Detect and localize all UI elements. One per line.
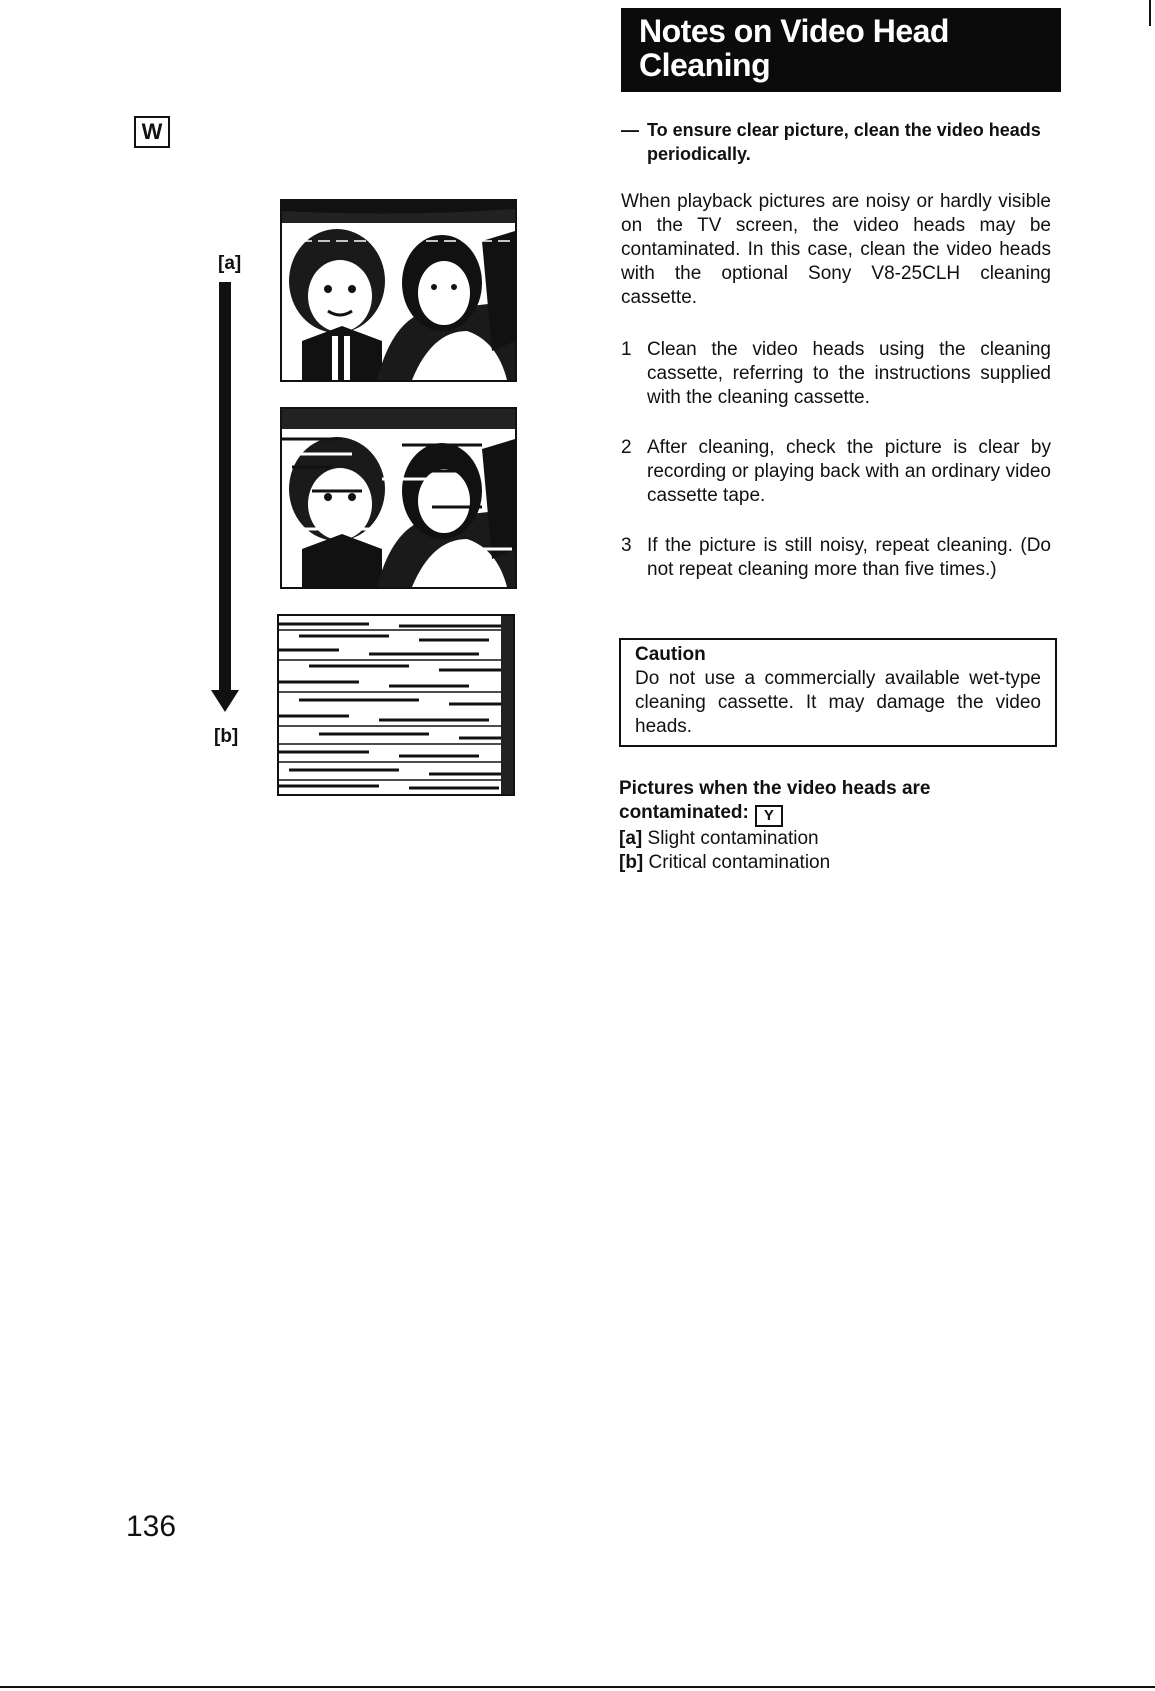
caption-key: [b] [619, 852, 644, 873]
caption-item-b [619, 851, 1059, 875]
step-text: If the picture is still noisy, repeat cleaning. (Do not repeat cleaning more than five times.) [647, 535, 1051, 580]
step-number: 3 [621, 535, 632, 556]
caption-text: Slight contamination [647, 828, 819, 849]
step-number: 1 [621, 339, 632, 360]
photo-moderate-contamination [280, 407, 517, 589]
caution-title: Caution [635, 644, 706, 665]
bottom-rule [0, 1686, 1155, 1688]
tagline-text: To ensure clear picture, clean the video heads periodically. [647, 120, 1041, 164]
page-title [621, 8, 1061, 92]
step-1 [621, 338, 1051, 410]
step-3 [621, 534, 1051, 582]
label-a: [a] [218, 253, 242, 274]
step-text: Clean the video heads using the cleaning cassette, referring to the instructions supplied with the cleaning cassette. [647, 339, 1051, 408]
edge-mark [1149, 0, 1151, 26]
step-number: 2 [621, 437, 632, 458]
figure-marker-w: W [134, 116, 170, 148]
figure-marker-y: Y [755, 805, 783, 827]
page-title-line-1: Notes on Video Head [639, 13, 949, 49]
label-b: [b] [214, 726, 239, 747]
photo-slight-contamination [280, 199, 517, 382]
tv-screen-slight-noise-image [282, 201, 515, 380]
caption-text: Critical contamination [648, 852, 831, 873]
caution-text: Do not use a commercially available wet-type cleaning cassette. It may damage the video heads. [635, 668, 1041, 737]
step-text: After cleaning, check the picture is clear by recording or playing back with an ordinary video cassette tape. [647, 437, 1051, 506]
tagline-dash: — [621, 120, 639, 140]
page-number: 136 [126, 1510, 177, 1543]
step-2 [621, 436, 1051, 508]
pictures-caption [619, 777, 1059, 875]
page-title-line-2: Cleaning [639, 47, 771, 83]
caution-box [619, 638, 1057, 747]
tv-screen-critical-noise-image [279, 616, 513, 794]
caption-item-a [619, 827, 1059, 851]
pictures-heading-line [619, 777, 1059, 827]
pictures-heading: Pictures when the video heads are contaminated: [619, 778, 931, 823]
intro-paragraph: When playback pictures are noisy or hardly visible on the TV screen, the video heads may be contaminated. In this case, clean the video heads with the optional Sony V8-25CLH cleaning cassette. [621, 191, 1051, 308]
caption-key: [a] [619, 828, 643, 849]
photo-critical-contamination [277, 614, 515, 796]
tagline [621, 118, 1041, 166]
arrow-down-icon [211, 690, 239, 712]
contamination-arrow-shaft [219, 282, 231, 692]
tv-screen-moderate-noise-image [282, 409, 515, 587]
